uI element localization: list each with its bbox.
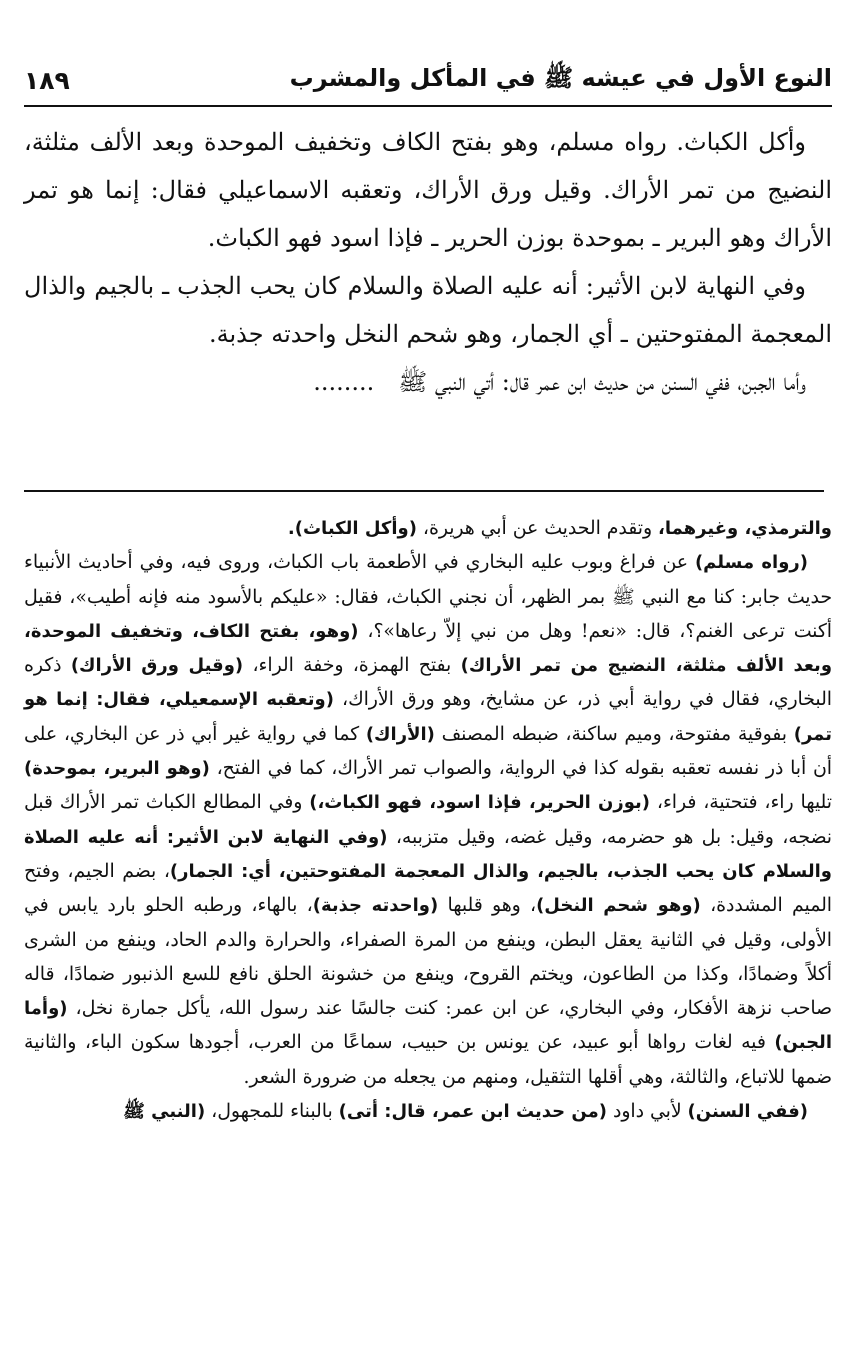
quoted-phrase: (واحدته جذبة) [312,895,439,917]
quoted-phrase: (وهو البرير، بموحدة) [24,758,210,780]
main-paragraph-jadhb: وفي النهاية لابن الأثير: أنه عليه الصلاة والسلام كان يحب الجذب ـ بالجيم والذال المعجمة المفتوحتين ـ أي الجمار، وهو شحم النخل واحدته جذبة. [24,272,832,348]
commentary-text: وفي المطالع الكباث تمر الأراك قبل نضجه، وقيل: بل هو حضرمه، وقيل غضه، وقيل متزببه، [24,792,832,848]
commentary-paragraph-1 [24,512,832,546]
quoted-phrase: (من حديث ابن عمر، قال: أتى) [338,1101,607,1123]
quoted-phrase: (وفي النهاية لابن الأثير: أنه عليه الصلاة والسلام كان يحب الجذب، بالجيم، والذال المعجمة المفتوحتين، أي: الجمار) [24,826,832,882]
commentary [24,512,832,1129]
page-number: ١٨٩ [24,65,70,95]
quoted-phrase: (وهو شحم النخل) [536,895,701,917]
quoted-phrase: (وأكل الكباث). [287,518,417,539]
page-header [24,58,832,102]
ellipsis-dots: ........ [313,368,375,396]
quoted-phrase: (الأراك) [365,723,435,745]
commentary-text: ، بضم الجيم، وفتح الميم المشددة، [24,860,833,917]
running-title: النوع الأول في عيشه ﷺ في المأكل والمشرب [289,63,832,92]
quoted-phrase: (النبي ﷺ [123,1101,206,1123]
commentary-text: كما في رواية غير أبي ذر عن البخاري، على أن أبا ذر نفسه تعقبه بقوله كذا في الرواية، والصواب تمر الأراك، كما في الفتح، [24,723,832,780]
quoted-phrase: والترمذي، وغيرهما، [658,518,832,539]
commentary-text: بفوقية مفتوحة، وميم ساكنة، ضبطه المصنف [434,723,794,745]
commentary-paragraph-2 [24,546,832,1095]
commentary-text: ذكره البخاري، فقال في رواية أبي ذر، عن مشايخ، وهو ورق الأراك، [24,655,833,711]
main-paragraph-jubn-text: وأما الجبن، ففي السنن من حديث ابن عمر قال: أتي النبي ﷺ [398,368,806,396]
commentary-text: لأبي داود [607,1101,688,1123]
quoted-phrase: (بوزن الحرير، فإذا اسود، فهو الكباث،) [309,792,650,814]
quoted-phrase: (وأما الجبن) [24,998,832,1054]
quoted-phrase: (رواه مسلم) [694,552,808,574]
quoted-phrase: (وهو، بفتح الكاف، وتخفيف الموحدة، وبعد الألف مثلثة، النضيج من تمر الأراك) [24,620,833,677]
main-paragraph-kabath: وأكل الكباث. رواه مسلم، وهو بفتح الكاف وتخفيف الموحدة وبعد الألف مثلثة، النضيج من تمر الأراك. وقيل ورق الأراك، وتعقبه الاسماعيلي فقال: إنما هو تمر الأراك وهو البرير ـ بموحدة بوزن الحرير ـ فإذا اسود فهو الكباث. [24,128,832,252]
quoted-phrase: (وقيل ورق الأراك) [70,655,244,677]
commentary-text: بفتح الهمزة، وخفة الراء، [243,655,461,677]
quoted-phrase: (وتعقبه الإسمعيلي، فقال: إنما هو تمر) [24,689,832,745]
commentary-paragraph-3 [24,1095,832,1129]
commentary-text: تليها راء، فتحتية، فراء، [649,792,832,814]
header-rule [24,105,832,107]
commentary-text: فيه لغات رواها أبو عبيد، عن يونس بن حبيب، سماعًا من العرب، أجودها سكون الباء، والثانية ضمها للاتباع، والثالثة، وهي أقلها التثقيل، ومنهم من يجعله من ضرورة الشعر. [24,1032,832,1088]
footnote-separator [24,490,824,492]
main-text [24,118,832,406]
main-paragraph-jubn [24,358,832,406]
commentary-text: عن فراغ وبوب عليه البخاري في الأطعمة باب الكباث، وروى فيه، وفي أحاديث الأنبياء حديث جابر: كنا مع النبي ﷺ بمر الظهر، أن نجني الكباث، فقال: «عليكم بالأسود منه فإنه أطيب»، فقيل أكنت ترعى الغنم؟، قال: «نعم! وهل من نبي إلاّ رعاها»؟، [24,552,832,642]
commentary-text: وتقدم الحديث عن أبي هريرة، [416,518,659,539]
commentary-text: ، وهو قلبها [438,895,537,917]
commentary-text: ، بالهاء، ورطبه الحلو بارد يابس في الأولى، وقيل في الثانية يعقل البطن، وينفع من المرة الصفراء، والحرارة والدم الحاد، وينفع من الشرى أكلاً وضمادًا، وكذا من الطاعون، ويختم القروح، وينفع من خشونة الحلق نافع للسع الذنبور ضمادًا، قاله صاحب نزهة الأفكار، وفي البخاري، عن ابن عمر: كنت جالسًا عند رسول الله، يأكل جمارة نخل، [24,895,832,1020]
quoted-phrase: (ففي السنن) [687,1101,808,1123]
commentary-text: بالبناء للمجهول، [205,1101,339,1123]
